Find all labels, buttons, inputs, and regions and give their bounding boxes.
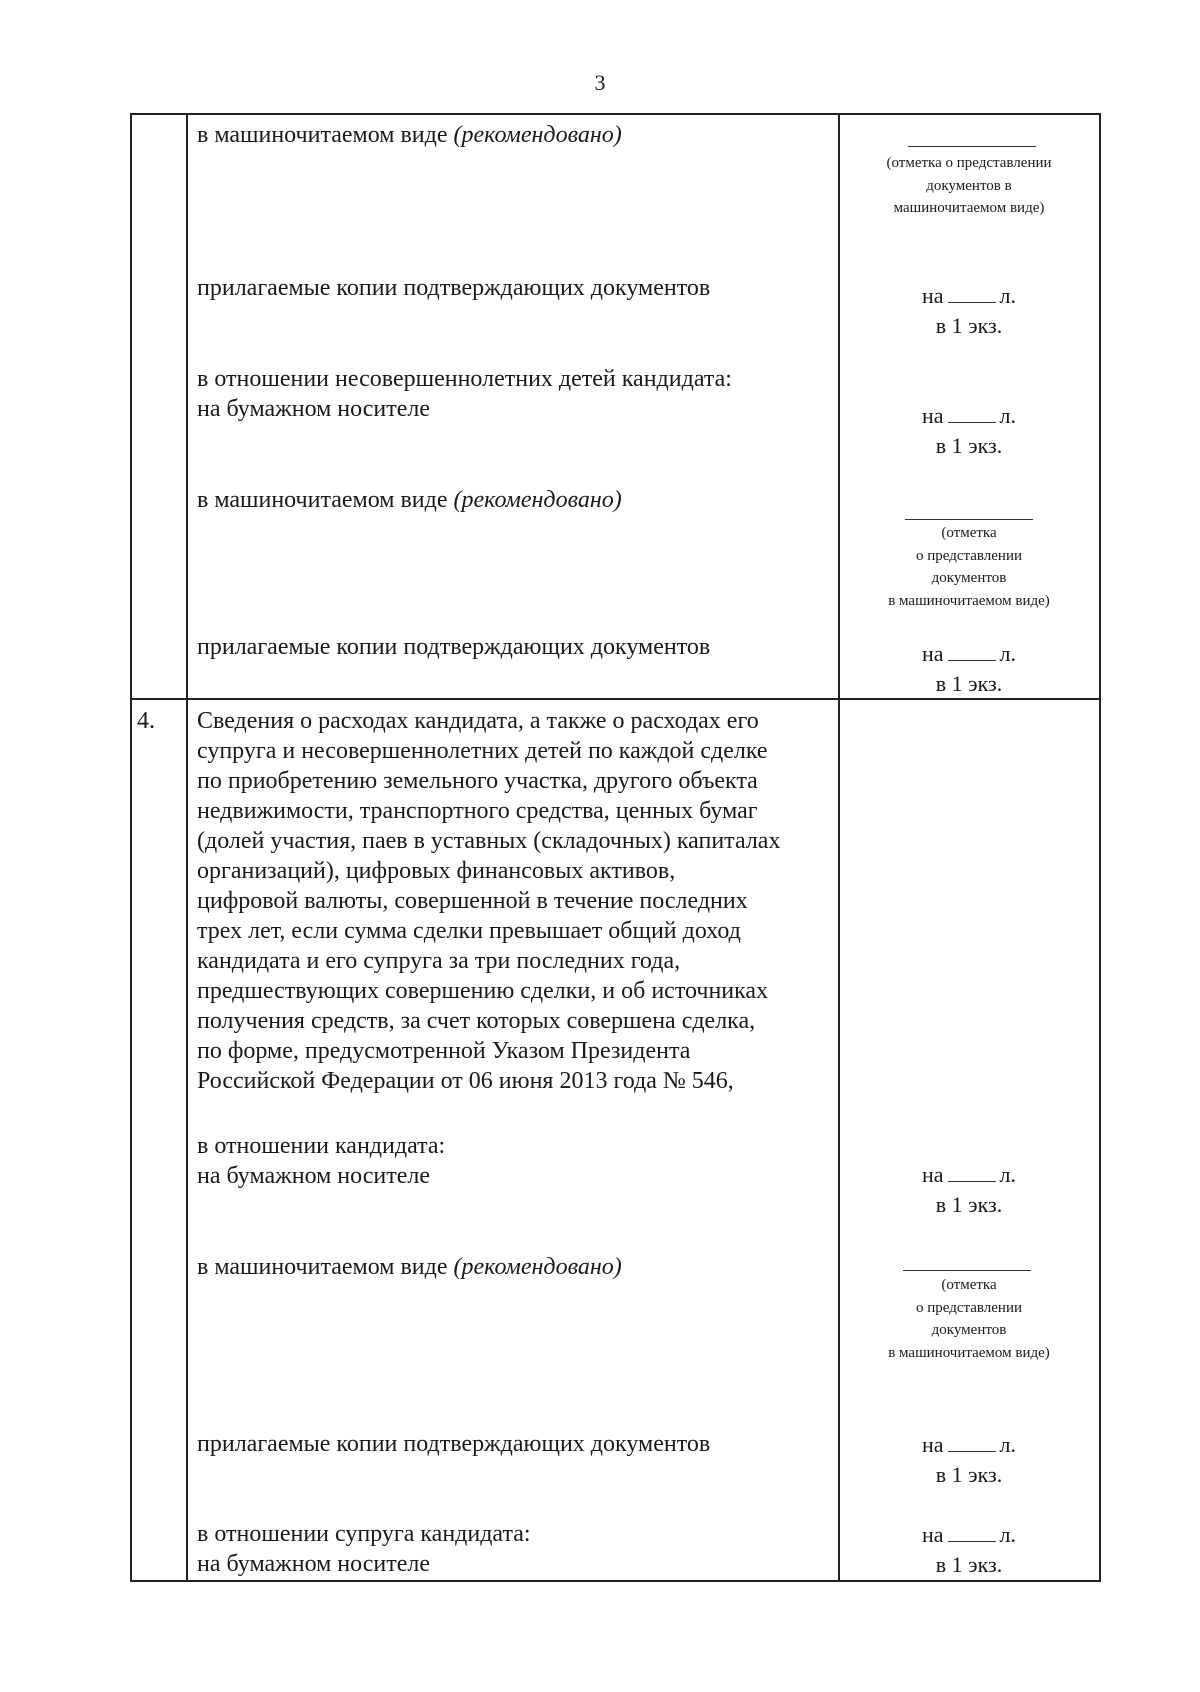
- table-border-left: [130, 113, 132, 1582]
- row-number: 4.: [137, 708, 155, 734]
- page-count: на л.: [921, 1522, 1017, 1547]
- copies-count: в 1 экз.: [935, 433, 1003, 458]
- copies-count: в 1 экз.: [935, 1552, 1003, 1577]
- table-border-right: [1099, 113, 1101, 1582]
- page-count: на л.: [921, 1432, 1017, 1457]
- item-section-header: в отношении супруга кандидата:: [197, 1521, 531, 1547]
- page-count: на л.: [921, 403, 1017, 428]
- item-label: на бумажном носителе: [197, 1551, 431, 1577]
- item-label: в машиночитаемом виде (рекомендовано): [197, 487, 622, 513]
- column-divider-number: [186, 113, 188, 1582]
- item-label: на бумажном носителе: [197, 1163, 431, 1189]
- copies-count: в 1 экз.: [935, 1462, 1003, 1487]
- signature-line: [903, 1270, 1031, 1271]
- page-number: 3: [594, 70, 606, 95]
- item-section-header: в отношении несовершеннолетних детей кандидата:: [197, 366, 732, 392]
- item-label: в машиночитаемом виде (рекомендовано): [197, 1254, 622, 1280]
- submission-mark-note: (отметка о представлении документов в машиночитаемом виде): [888, 525, 1050, 609]
- item-label: прилагаемые копии подтверждающих документов: [197, 275, 711, 301]
- page-count: на л.: [921, 641, 1017, 666]
- row-description: Сведения о расходах кандидата, а также о расходах его супруга и несовершеннолетних детей по каждой сделке по приобретению земельного участка, другого объекта недвижимости, транспортного средства, ценных бумаг (долей участия, паев в уставных (складочных) капиталах организаций), цифровых финансовых активов, цифровой валюты, совершенной в течение последних трех лет, если сумма сделки превышает общий доход кандидата и его супруга за три последних года, предшествующих совершению сделки, и об источниках получения средств, за счет которых совершена сделка, по форме, предусмотренной Указом Президента Российской Федерации от 06 июня 2013 года № 546,: [197, 708, 781, 1094]
- copies-count: в 1 экз.: [935, 313, 1003, 338]
- copies-count: в 1 экз.: [935, 1192, 1003, 1217]
- item-section-header: в отношении кандидата:: [197, 1133, 446, 1159]
- copies-count: в 1 экз.: [935, 671, 1003, 696]
- page-count: на л.: [921, 1162, 1017, 1187]
- item-label: прилагаемые копии подтверждающих документов: [197, 634, 711, 660]
- table-border-bottom: [130, 1580, 1100, 1582]
- signature-line: [905, 519, 1033, 520]
- item-label: в машиночитаемом виде (рекомендовано): [197, 122, 622, 148]
- submission-mark-note: (отметка о представлении документов в машиночитаемом виде): [886, 155, 1052, 216]
- item-label: прилагаемые копии подтверждающих документов: [197, 1431, 711, 1457]
- page-count: на л.: [921, 283, 1017, 308]
- submission-mark-note: (отметка о представлении документов в машиночитаемом виде): [888, 1277, 1050, 1361]
- signature-line: [908, 146, 1036, 147]
- table-border-top: [130, 113, 1100, 115]
- item-label: на бумажном носителе: [197, 396, 431, 422]
